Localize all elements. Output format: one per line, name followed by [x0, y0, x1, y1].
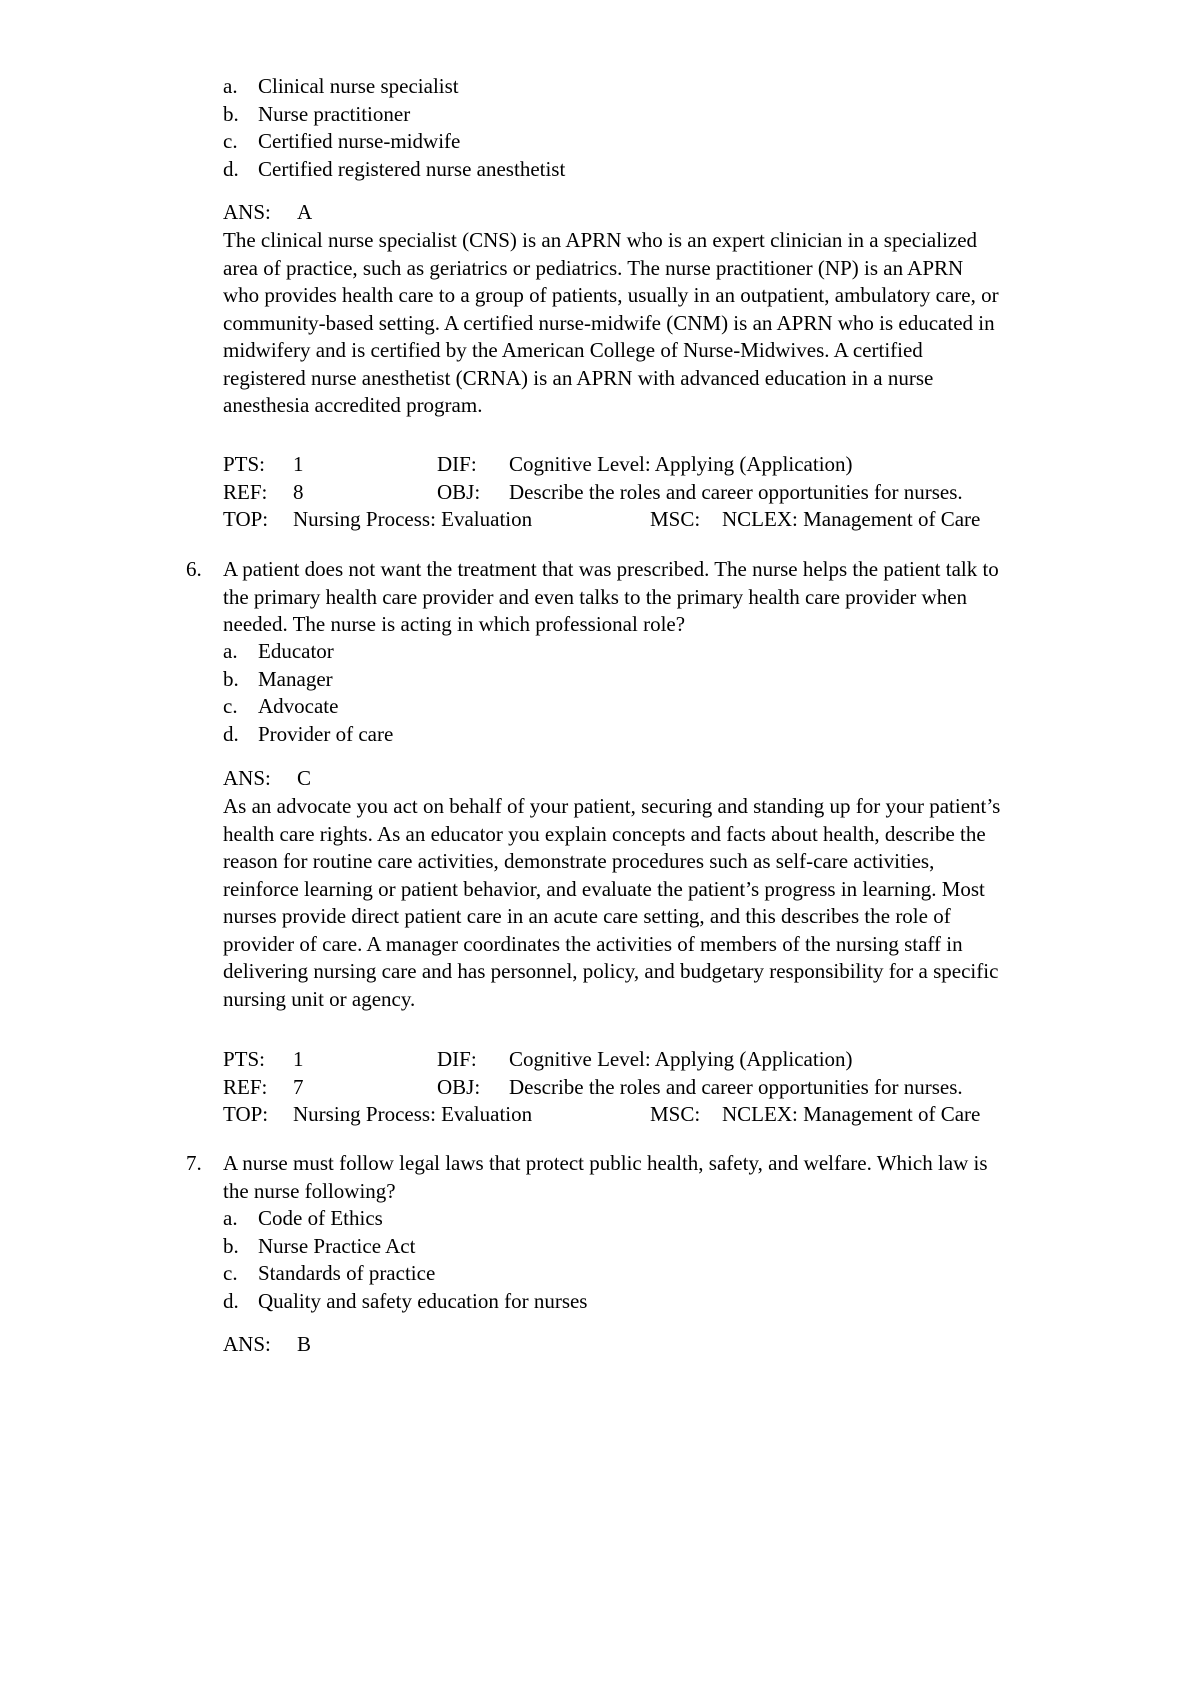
q5-option-a [0, 73, 1191, 101]
q5-option-c [0, 128, 1191, 156]
pts-value: 1 [293, 1047, 304, 1071]
q5-options [0, 73, 1191, 183]
option-letter: d. [223, 1288, 239, 1313]
pts-value: 1 [293, 452, 304, 476]
option-letter: c. [223, 694, 238, 718]
q7-answer [223, 1331, 312, 1359]
q6-options [0, 638, 1191, 748]
option-letter: b. [223, 666, 239, 691]
q5-option-d [0, 156, 1191, 184]
ref-value: 7 [293, 1074, 304, 1099]
meta-row-ref-obj [0, 479, 1191, 507]
option-text: Manager [258, 666, 333, 691]
dif-label: DIF: [437, 452, 477, 476]
q7-number: 7. [186, 1151, 202, 1175]
dif-label: DIF: [437, 1047, 477, 1071]
ref-label: REF: [223, 479, 268, 504]
q6-rationale [223, 793, 1123, 1013]
option-text: Code of Ethics [258, 1206, 383, 1230]
rationale-line: who provides health care to a group of patients, usually in an outpatient, ambulatory care, or [223, 283, 999, 307]
option-letter: b. [223, 1233, 239, 1258]
rationale-line: anesthesia accredited program. [223, 393, 483, 417]
dif-value: Cognitive Level: Applying (Application) [509, 452, 853, 476]
option-letter: d. [223, 156, 239, 181]
stem-line: A patient does not want the treatment that was prescribed. The nurse helps the patient talk to [223, 557, 999, 581]
top-value: Nursing Process: Evaluation [293, 507, 533, 531]
rationale-line: area of practice, such as geriatrics or pediatrics. The nurse practitioner (NP) is an APRN [223, 255, 964, 280]
top-value: Nursing Process: Evaluation [293, 1102, 533, 1126]
rationale-line: reason for routine care activities, demonstrate procedures such as self-care activities, [223, 849, 935, 873]
answer-value: B [297, 1332, 312, 1356]
q6-option-d [0, 721, 1191, 749]
rationale-line: community-based setting. A certified nurse-midwife (CNM) is an APRN who is educated in [223, 310, 995, 335]
option-letter: b. [223, 101, 239, 126]
option-letter: a. [223, 639, 238, 663]
option-text: Certified nurse-midwife [258, 129, 461, 153]
option-letter: c. [223, 1261, 238, 1285]
meta-row-ref-obj [0, 1074, 1191, 1102]
option-text: Nurse Practice Act [258, 1233, 416, 1258]
meta-row-pts-dif [0, 1046, 1191, 1074]
q5-rationale [223, 227, 1123, 420]
ref-label: REF: [223, 1074, 268, 1099]
obj-value: Describe the roles and career opportunities for nurses. [509, 1074, 963, 1099]
rationale-line: delivering nursing care and has personnel, policy, and budgetary responsibility for a specific [223, 959, 999, 983]
stem-line: the nurse following? [223, 1178, 396, 1203]
q7-option-b [0, 1233, 1191, 1261]
q6-option-b [0, 666, 1191, 694]
rationale-line: midwifery and is certified by the American College of Nurse-Midwives. A certified [223, 338, 923, 362]
obj-label: OBJ: [437, 1074, 481, 1099]
top-label: TOP: [223, 1102, 269, 1126]
pts-label: PTS: [223, 452, 266, 476]
option-text: Standards of practice [258, 1261, 436, 1285]
rationale-line: The clinical nurse specialist (CNS) is an APRN who is an expert clinician in a specialized [223, 228, 978, 252]
stem-line: the primary health care provider and even talks to the primary health care provider when [223, 584, 968, 609]
q7-option-a [0, 1205, 1191, 1233]
option-text: Advocate [258, 694, 339, 718]
meta-row-top-msc [0, 1101, 1191, 1129]
option-text: Educator [258, 639, 334, 663]
stem-line: needed. The nurse is acting in which professional role? [223, 612, 686, 636]
msc-value: NCLEX: Management of Care [722, 1102, 981, 1126]
option-text: Clinical nurse specialist [258, 74, 459, 98]
answer-value: C [297, 766, 312, 790]
msc-label: MSC: [650, 1102, 701, 1126]
top-label: TOP: [223, 507, 269, 531]
q6-stem [223, 556, 1123, 639]
option-letter: a. [223, 1206, 238, 1230]
rationale-line: provider of care. A manager coordinates the activities of members of the nursing staff in [223, 931, 963, 956]
option-text: Quality and safety education for nurses [258, 1288, 588, 1313]
rationale-line: health care rights. As an educator you explain concepts and facts about health, describe the [223, 821, 986, 846]
q7-option-d [0, 1288, 1191, 1316]
answer-label: ANS: [223, 766, 271, 790]
option-letter: a. [223, 74, 238, 98]
rationale-line: As an advocate you act on behalf of your patient, securing and standing up for your patient’s [223, 794, 1001, 818]
obj-label: OBJ: [437, 479, 481, 504]
option-letter: c. [223, 129, 238, 153]
rationale-line: nursing unit or agency. [223, 986, 416, 1011]
q7-option-c [0, 1260, 1191, 1288]
q6-option-c [0, 693, 1191, 721]
q6-number: 6. [186, 557, 202, 581]
q7-options [0, 1205, 1191, 1315]
obj-value: Describe the roles and career opportunities for nurses. [509, 479, 963, 504]
msc-label: MSC: [650, 507, 701, 531]
q6-answer [223, 765, 312, 793]
meta-row-top-msc [0, 506, 1191, 534]
q5-option-b [0, 101, 1191, 129]
q6-option-a [0, 638, 1191, 666]
answer-label: ANS: [223, 1332, 271, 1356]
answer-value: A [297, 200, 313, 224]
dif-value: Cognitive Level: Applying (Application) [509, 1047, 853, 1071]
q6-metadata [0, 1046, 1191, 1129]
rationale-line: reinforce learning or patient behavior, and evaluate the patient’s progress in learning. Most [223, 876, 985, 901]
option-text: Certified registered nurse anesthetist [258, 156, 566, 181]
answer-label: ANS: [223, 200, 271, 224]
q5-answer [223, 199, 313, 227]
stem-line: A nurse must follow legal laws that protect public health, safety, and welfare. Which law is [223, 1151, 988, 1175]
msc-value: NCLEX: Management of Care [722, 507, 981, 531]
option-text: Nurse practitioner [258, 101, 411, 126]
meta-row-pts-dif [0, 451, 1191, 479]
option-letter: d. [223, 721, 239, 746]
rationale-line: registered nurse anesthetist (CRNA) is an APRN with advanced education in a nurse [223, 365, 934, 390]
pts-label: PTS: [223, 1047, 266, 1071]
q5-metadata [0, 451, 1191, 534]
q7-stem [223, 1150, 1123, 1205]
option-text: Provider of care [258, 721, 394, 746]
rationale-line: nurses provide direct patient care in an acute care setting, and this describes the role of [223, 904, 951, 928]
ref-value: 8 [293, 479, 304, 504]
